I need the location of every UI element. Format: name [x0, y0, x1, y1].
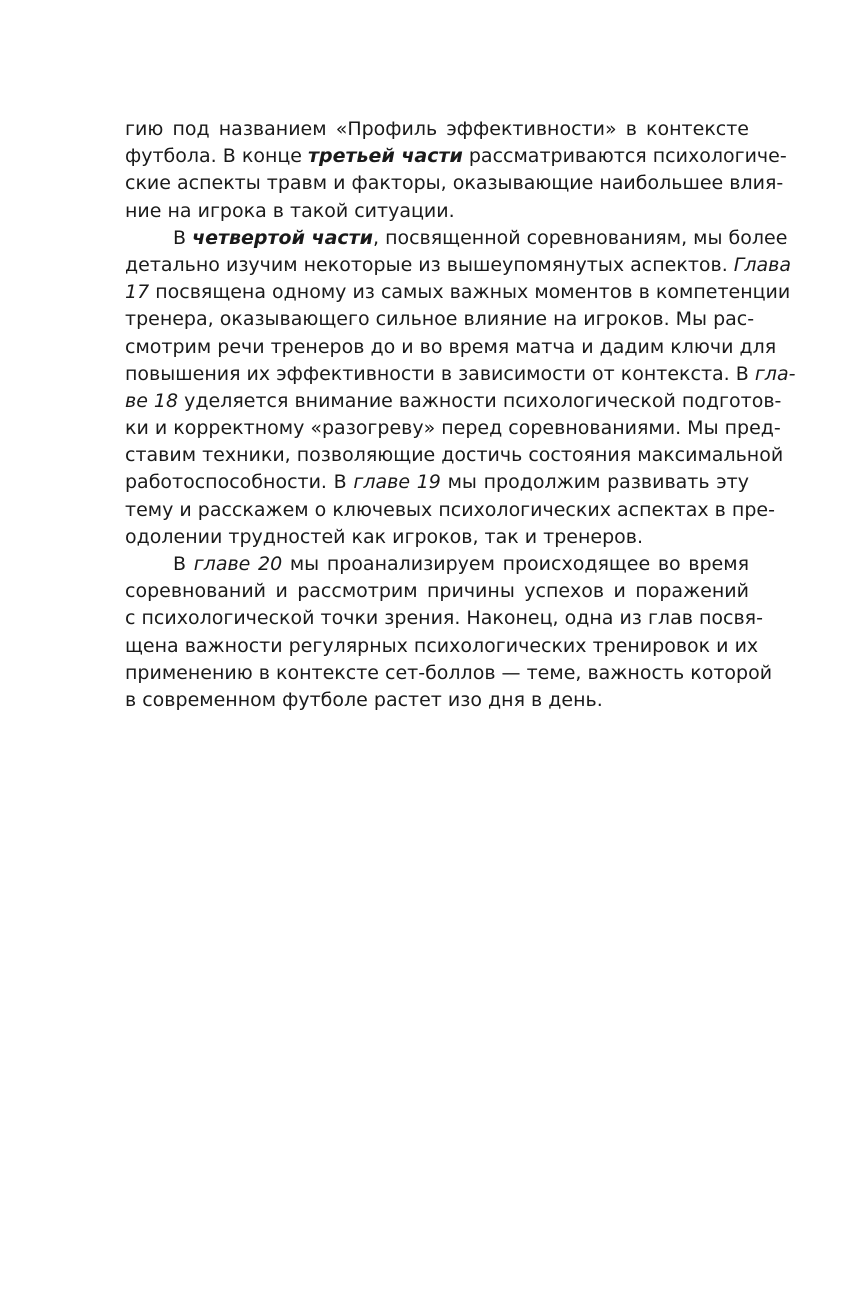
- text-line: одолении трудностей как игроков, так и тренеров.: [125, 525, 644, 548]
- text-line: [125, 469, 749, 496]
- text-line: в современном футболе растет изо дня в день.: [125, 688, 603, 711]
- body-text: [125, 116, 796, 714]
- text-run: В: [173, 226, 193, 249]
- chapter-reference: гла-: [754, 362, 796, 385]
- text-line: ки и корректному «разогреву» перед соревнованиями. Мы пред-: [125, 417, 781, 440]
- text-line: смотрим речи тренеров до и во время матча и дадим ключи для: [125, 335, 777, 358]
- text-line: соревнований и рассмотрим причины успехов и поражений: [125, 580, 749, 603]
- text-run: мы продолжим развивать эту: [440, 471, 749, 494]
- text-line: [125, 225, 788, 252]
- text-line: [125, 361, 796, 388]
- emphasis-part-three: третьей части: [308, 145, 463, 168]
- text-run: уделяется внимание важности психологической подготов-: [178, 389, 782, 412]
- chapter-reference: главе 19: [353, 471, 441, 494]
- chapter-reference: Глава: [733, 253, 792, 276]
- text-run: повышения их эффективности в зависимости от контекста. В: [125, 362, 755, 385]
- text-line: [125, 388, 782, 415]
- chapter-reference: главе 20: [193, 553, 283, 575]
- text-line: [125, 279, 791, 306]
- chapter-reference: 17: [125, 281, 150, 304]
- text-line: [125, 143, 787, 170]
- text-run: футбола. В конце: [125, 145, 309, 168]
- text-run: рассматриваются психологиче-: [462, 145, 787, 168]
- text-line: гию под названием «Профиль эффективности» в контексте: [125, 118, 749, 140]
- text-run: посвящена одному из самых важных моментов в компетенции: [149, 281, 791, 304]
- text-run: , посвященной соревнованиям, мы более: [372, 226, 788, 249]
- text-line: тему и расскажем о ключевых психологических аспектах в пре-: [125, 498, 775, 521]
- text-line: ние на игрока в такой ситуации.: [125, 199, 455, 222]
- text-run: детально изучим некоторые из вышеупомянутых аспектов.: [125, 253, 734, 276]
- text-line: с психологической точки зрения. Наконец, одна из глав посвя-: [125, 607, 763, 630]
- emphasis-part-four: четвертой части: [192, 226, 373, 249]
- text-line: ские аспекты травм и факторы, оказывающие наибольшее влия-: [125, 172, 784, 195]
- text-line: ставим техники, позволяющие достичь состояния максимальной: [125, 444, 784, 467]
- text-line: тренера, оказывающего сильное влияние на игроков. Мы рас-: [125, 308, 755, 331]
- text-run: мы проанализируем происходящее во время: [282, 553, 750, 575]
- text-run: В: [173, 553, 194, 575]
- chapter-reference: ве 18: [125, 389, 179, 412]
- text-run: работоспособности. В: [125, 471, 354, 494]
- text-line: [125, 551, 749, 578]
- text-line: применению в контексте сет-боллов — теме, важность которой: [125, 661, 773, 684]
- text-line: [125, 252, 792, 279]
- text-line: щена важности регулярных психологических тренировок и их: [125, 634, 759, 657]
